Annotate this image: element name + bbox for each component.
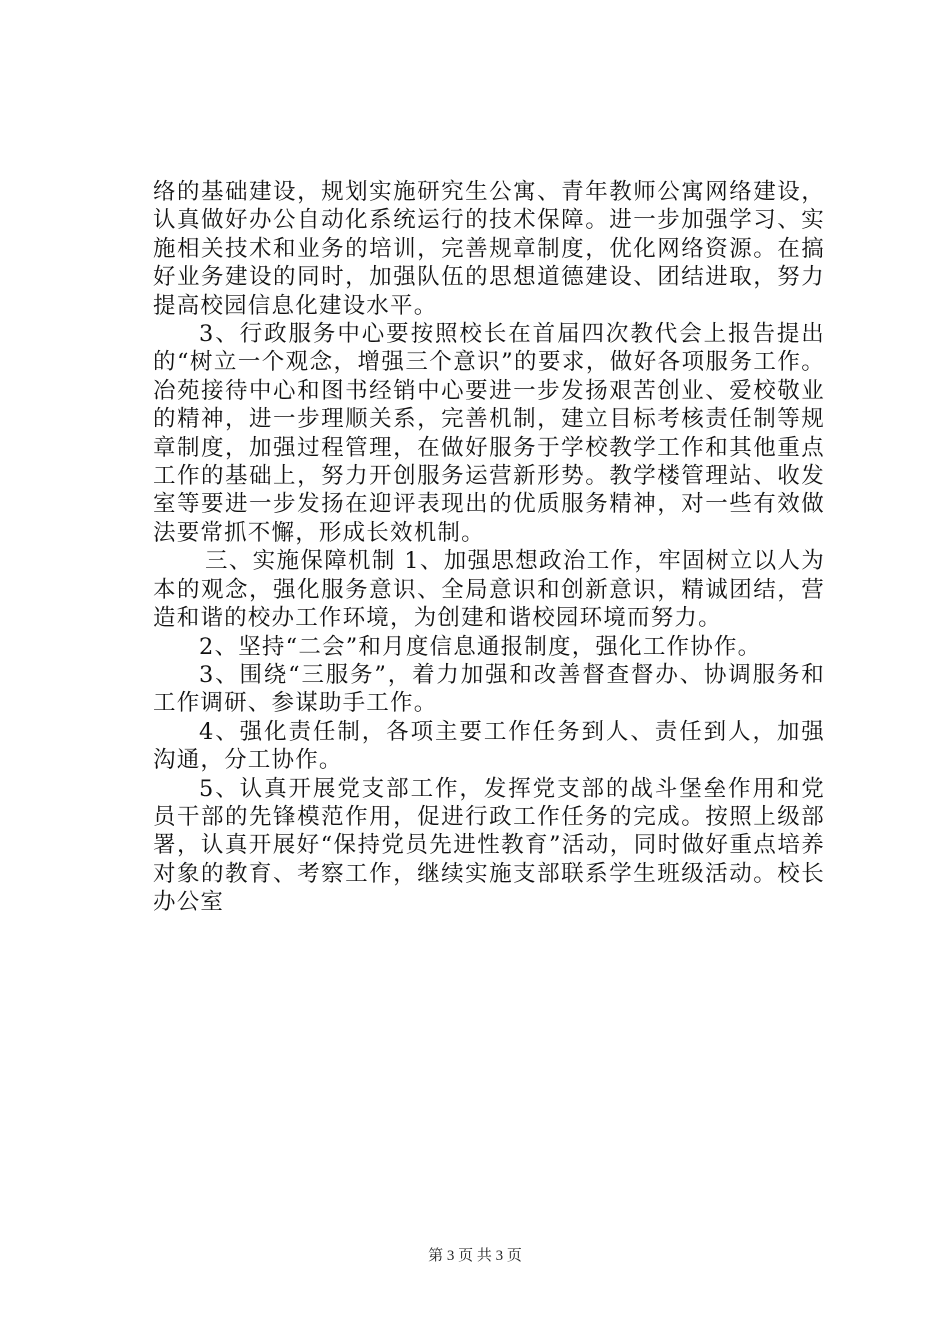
paragraph-safeguard-mechanism: 三、实施保障机制 1、加强思想政治工作，牢固树立以人为本的观念，强化服务意识、全局意识和创新意识，精诚团结，营造和谐的校办工作环境，为创建和谐校园环境而努力。 [153, 548, 825, 632]
paragraph-party-branch-work: 5、认真开展党支部工作，发挥党支部的战斗堡垒作用和党员干部的先锋模范作用，促进行政工作任务的完成。按照上级部署，认真开展好“保持党员先进性教育”活动，同时做好重点培养对象的教育、考察工作，继续实施支部联系学生班级活动。校长办公室 [153, 775, 825, 916]
paragraph-network-construction: 络的基础建设，规划实施研究生公寓、青年教师公寓网络建设，认真做好办公自动化系统运行的技术保障。进一步加强学习、实施相关技术和业务的培训，完善规章制度，优化网络资源。在搞好业务建设的同时，加强队伍的思想道德建设、团结进取，努力提高校园信息化建设水平。 [153, 179, 825, 319]
page-number-footer: 第 3 页 共 3 页 [428, 1248, 522, 1264]
paragraph-meeting-system: 2、坚持“二会”和月度信息通报制度，强化工作协作。 [199, 633, 762, 660]
paragraph-three-services: 3、围绕“三服务”，着力加强和改善督查督办、协调服务和工作调研、参谋助手工作。 [153, 661, 825, 717]
paragraph-admin-service-center: 3、行政服务中心要按照校长在首届四次教代会上报告提出的“树立一个观念，增强三个意识”的要求，做好各项服务工作。冶苑接待中心和图书经销中心要进一步发扬艰苦创业、爱校敬业的精神，进一步理顺关系，完善机制，建立目标考核责任制等规章制度，加强过程管理，在做好服务于学校教学工作和其他重点工作的基础上，努力开创服务运营新形势。教学楼管理站、收发室等要进一步发扬在迎评表现出的优质服务精神，对一些有效做法要常抓不懈，形成长效机制。 [153, 321, 825, 546]
paragraph-responsibility-system: 4、强化责任制，各项主要工作任务到人、责任到人，加强沟通，分工协作。 [153, 718, 825, 774]
document-body [153, 178, 825, 917]
